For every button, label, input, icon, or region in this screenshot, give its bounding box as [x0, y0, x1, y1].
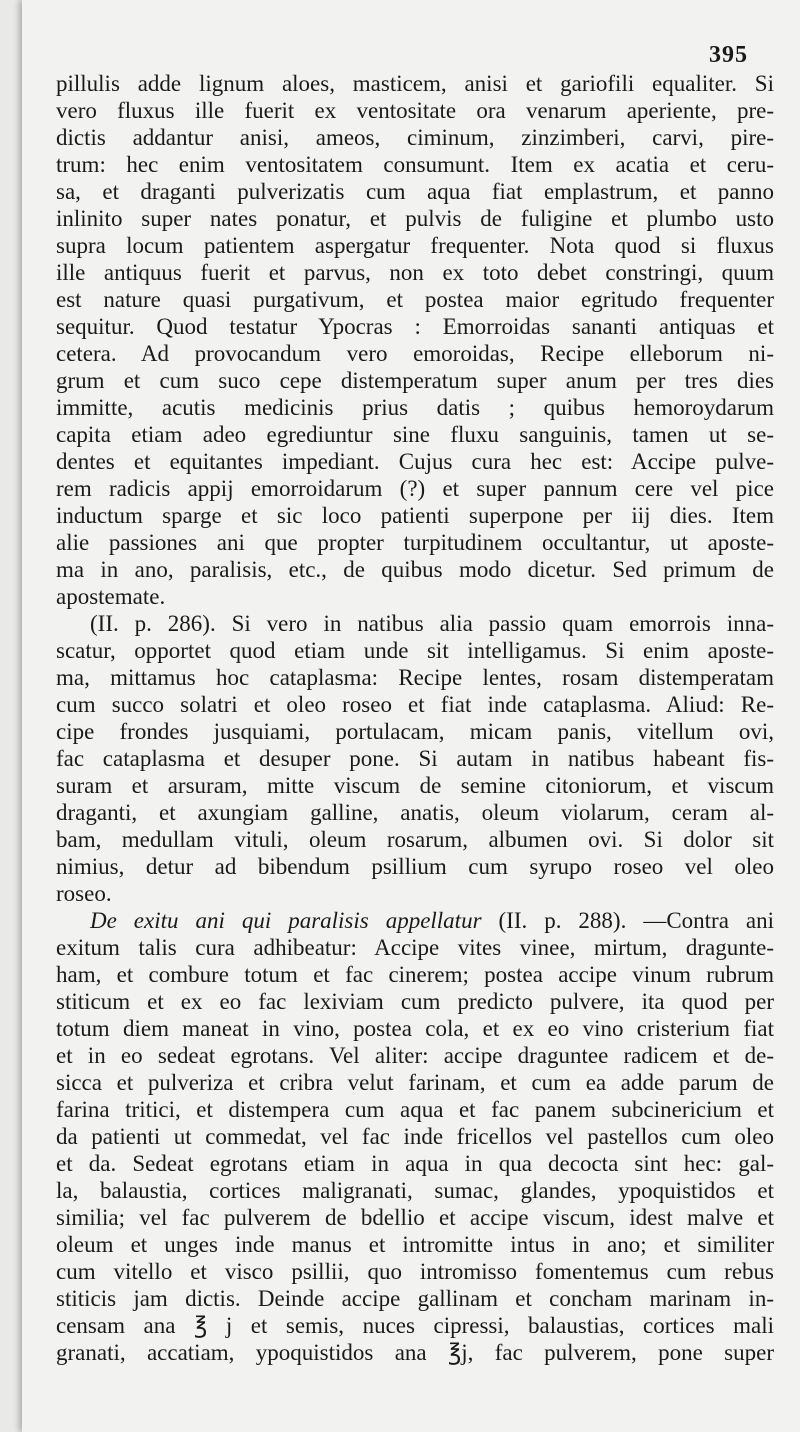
text-line: oleum et unges inde manus et intromitte intus in ano; et similiter	[56, 1232, 774, 1257]
text-line: et da. Sedeat egrotans etiam in aqua in qua decocta sint hec: gal-	[56, 1151, 774, 1176]
text-line: ma in ano, paralisis, etc., de quibus modo dicetur. Sed primum de	[56, 557, 774, 582]
text-line: ille antiquus fuerit et parvus, non ex toto debet constringi, quum	[56, 260, 774, 285]
text-line: cetera. Ad provocandum vero emoroidas, Recipe elleborum ni-	[56, 341, 774, 366]
text-line: granati, accatiam, ypoquistidos ana ℥j, fac pulverem, pone super	[56, 1340, 774, 1365]
text-line: la, balaustia, cortices maligranati, sumac, glandes, ypoquistidos et	[56, 1178, 774, 1203]
text-line: draganti, et axungiam galline, anatis, oleum violarum, ceram al-	[56, 800, 774, 825]
text-line: similia; vel fac pulverem de bdellio et accipe viscum, idest malve et	[56, 1205, 774, 1230]
text-line: exitum talis cura adhibeatur: Accipe vites vinee, mirtum, dragunte-	[56, 935, 774, 960]
text-line: fac cataplasma et desuper pone. Si autam in natibus habeant fis-	[56, 746, 774, 771]
paragraph-3	[56, 907, 774, 1366]
text-line: dentes et equitantes impediant. Cujus cura hec est: Accipe pulve-	[56, 449, 774, 474]
text-line: dictis addantur anisi, ameos, ciminum, zinzimberi, carvi, pire-	[56, 125, 774, 150]
text-line: supra locum patientem aspergatur frequenter. Nota quod si fluxus	[56, 233, 774, 258]
text-line: totum diem maneat in vino, postea cola, et ex eo vino cristerium fiat	[56, 1016, 774, 1041]
text-line	[56, 907, 774, 934]
text-line: cum vitello et visco psillii, quo intromisso fomentemus cum rebus	[56, 1259, 774, 1284]
text-line: (II. p. 286). Si vero in natibus alia passio quam emorrois inna-	[90, 611, 774, 636]
page-number: 395	[709, 42, 748, 68]
text-line: farina tritici, et distempera cum aqua et fac panem subcinericium et	[56, 1097, 774, 1122]
body-text	[56, 70, 774, 1366]
text-line: ma, mittamus hoc cataplasma: Recipe lentes, rosam distemperatam	[56, 665, 774, 690]
section-title-rest: (II. p. 288). —Contra ani	[481, 908, 774, 933]
text-line: immitte, acutis medicinis prius datis ; quibus hemoroydarum	[56, 395, 774, 420]
text-line: sa, et draganti pulverizatis cum aqua fiat emplastrum, et panno	[56, 179, 774, 204]
paragraph-2	[56, 610, 774, 907]
text-line: nimius, detur ad bibendum psillium cum syrupo roseo vel oleo	[56, 854, 774, 879]
text-line: censam ana ℥ j et semis, nuces cipressi, balaustias, cortices mali	[56, 1313, 774, 1338]
section-title: De exitu ani qui paralisis appellatur	[90, 908, 482, 933]
text-line: vero fluxus ille fuerit ex ventositate ora venarum aperiente, pre-	[56, 98, 774, 123]
text-line: ham, et combure totum et fac cinerem; postea accipe vinum rubrum	[56, 962, 774, 987]
text-line: rem radicis appij emorroidarum (?) et super pannum cere vel pice	[56, 476, 774, 501]
paragraph-1	[56, 70, 774, 610]
text-line: pillulis adde lignum aloes, masticem, anisi et gariofili equaliter. Si	[56, 71, 774, 96]
book-page	[22, 0, 800, 1432]
text-line: inlinito super nates ponatur, et pulvis de fuligine et plumbo usto	[56, 206, 774, 231]
text-line: sicca et pulveriza et cribra velut farinam, et cum ea adde parum de	[56, 1070, 774, 1095]
text-line: scatur, opportet quod etiam unde sit intelligamus. Si enim aposte-	[56, 638, 774, 663]
text-line: inductum sparge et sic loco patienti superpone per iij dies. Item	[56, 503, 774, 528]
text-line: da patienti ut commedat, vel fac inde fricellos vel pastellos cum oleo	[56, 1124, 774, 1149]
text-line: bam, medullam vituli, oleum rosarum, albumen ovi. Si dolor sit	[56, 827, 774, 852]
text-line: roseo.	[56, 881, 112, 906]
text-line: cum succo solatri et oleo roseo et fiat inde cataplasma. Aliud: Re-	[56, 692, 774, 717]
text-line: stiticum et ex eo fac lexiviam cum predicto pulvere, ita quod per	[56, 989, 774, 1014]
text-line: suram et arsuram, mitte viscum de semine citoniorum, et viscum	[56, 773, 774, 798]
text-line: cipe frondes jusquiami, portulacam, micam panis, vitellum ovi,	[56, 719, 774, 744]
text-line: alie passiones ani que propter turpitudinem occultantur, ut aposte-	[56, 530, 774, 555]
text-line: grum et cum suco cepe distemperatum super anum per tres dies	[56, 368, 774, 393]
text-line: trum: hec enim ventositatem consumunt. Item ex acatia et ceru-	[56, 152, 774, 177]
text-line: sequitur. Quod testatur Ypocras : Emorroidas sananti antiquas et	[56, 314, 774, 339]
text-line: est nature quasi purgativum, et postea maior egritudo frequenter	[56, 287, 774, 312]
text-line: stiticis jam dictis. Deinde accipe gallinam et concham marinam in-	[56, 1286, 774, 1311]
text-line: apostemate.	[56, 584, 166, 609]
text-line: capita etiam adeo egrediuntur sine fluxu sanguinis, tamen ut se-	[56, 422, 774, 447]
text-line: et in eo sedeat egrotans. Vel aliter: accipe draguntee radicem et de-	[56, 1043, 774, 1068]
